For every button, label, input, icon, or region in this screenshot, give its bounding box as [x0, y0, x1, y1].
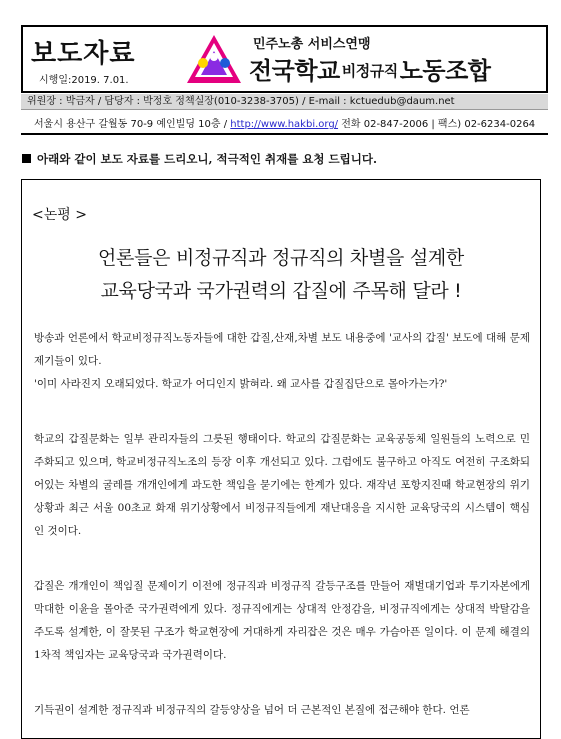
- paragraph-3: 학교의 갑질문화는 일부 관리자들의 그릇된 행태이다. 학교의 갑질문화는 교육공동체 일원들의 노력으로 민주화되고 있으며, 학교비정규직노조의 등장 이후 개선되고 있다. 그럼에도 불구하고 아직도 여전히 구조화되어있는 차별의 굴레를 개개인에게 과도한 책임을 묻기에는 한계가 있다. 재작년 포항지진때 학교현장의 위기상황과 최근 서울 00초교 화재 위기상황에서 비정규직들에게 재난대응을 지시한 교육당국의 시스템이 핵심인 것이다.: [34, 433, 530, 537]
- coverage-request-text: 아래와 같이 보도 자료를 드리오니, 적극적인 취재를 요청 드립니다.: [37, 152, 377, 166]
- paragraph-1: 방송과 언론에서 학교비정규직노동자들에 대한 갑질,산재,차별 보도 내용중에 '교사의 갑질' 보도에 대해 문제제기들이 있다.: [34, 332, 530, 367]
- headline-line-1: 언론들은 비정규직과 정규직의 차별을 설계한: [98, 247, 464, 269]
- union-name-part-3: 노동조합: [399, 57, 491, 85]
- press-header: [21, 25, 548, 93]
- section-label: <논평 >: [32, 207, 87, 223]
- headline-line-2: 교육당국과 국가권력의 갑질에 주목해 달라 !: [100, 280, 462, 302]
- union-name: [249, 51, 490, 86]
- paragraph-5: 기득권이 설계한 정규직과 비정규직의 갈등양상을 넘어 더 근본적인 본질에 접근해야 한다. 언론: [34, 704, 470, 716]
- article-box: [21, 179, 541, 739]
- coverage-request: [22, 151, 377, 167]
- paragraph-2: '이미 사라진지 오래되었다. 학교가 어디인지 밝혀라. 왜 교사를 갑질집단으로 몰아가는가?': [34, 378, 448, 390]
- paragraph-4: 갑질은 개개인이 책임질 문제이기 이전에 정규직과 비정규직 갈등구조를 만들어 재벌대기업과 투기자본에게 막대한 이윤을 몰아준 국가권력에게 있다. 정규직에게는 상대적 안정감을, 비정규직에게는 상대적 박탈감을 주도록 설계한, 이 잘못된 구조가 학교현장에 거대하게 자리잡은 것은 매우 가슴아픈 일이다. 이 문제 해결의 1차적 책임자는 교육당국과 국가권력이다.: [34, 580, 530, 661]
- union-name-part-2: 비정규직: [341, 62, 398, 80]
- press-release-title: 보도자료: [31, 39, 136, 69]
- address-text: 서울시 용산구 갈월동 70-9 예인빌딩 10층 /: [34, 119, 231, 130]
- address-line: [34, 115, 535, 130]
- article-headline: [22, 242, 540, 308]
- contact-bar: 위원장 : 박금자 / 담당자 : 박정호 정책실장(010-3238-3705) / E-mail : kctuedub@daum.net: [21, 94, 548, 110]
- header-divider: [21, 133, 548, 135]
- union-affiliation: 민주노총 서비스연맹: [253, 37, 371, 52]
- phone-fax: 전화 02-847-2006 | 팩스) 02-6234-0264: [338, 119, 536, 130]
- website-link[interactable]: http://www.hakbi.org/: [230, 119, 339, 130]
- release-date: 시행일:2019. 7.01.: [39, 75, 129, 86]
- union-name-part-1: 전국학교: [249, 57, 340, 85]
- square-bullet-icon: [22, 154, 31, 163]
- union-logo-icon: [185, 33, 243, 85]
- article-body: [34, 327, 530, 722]
